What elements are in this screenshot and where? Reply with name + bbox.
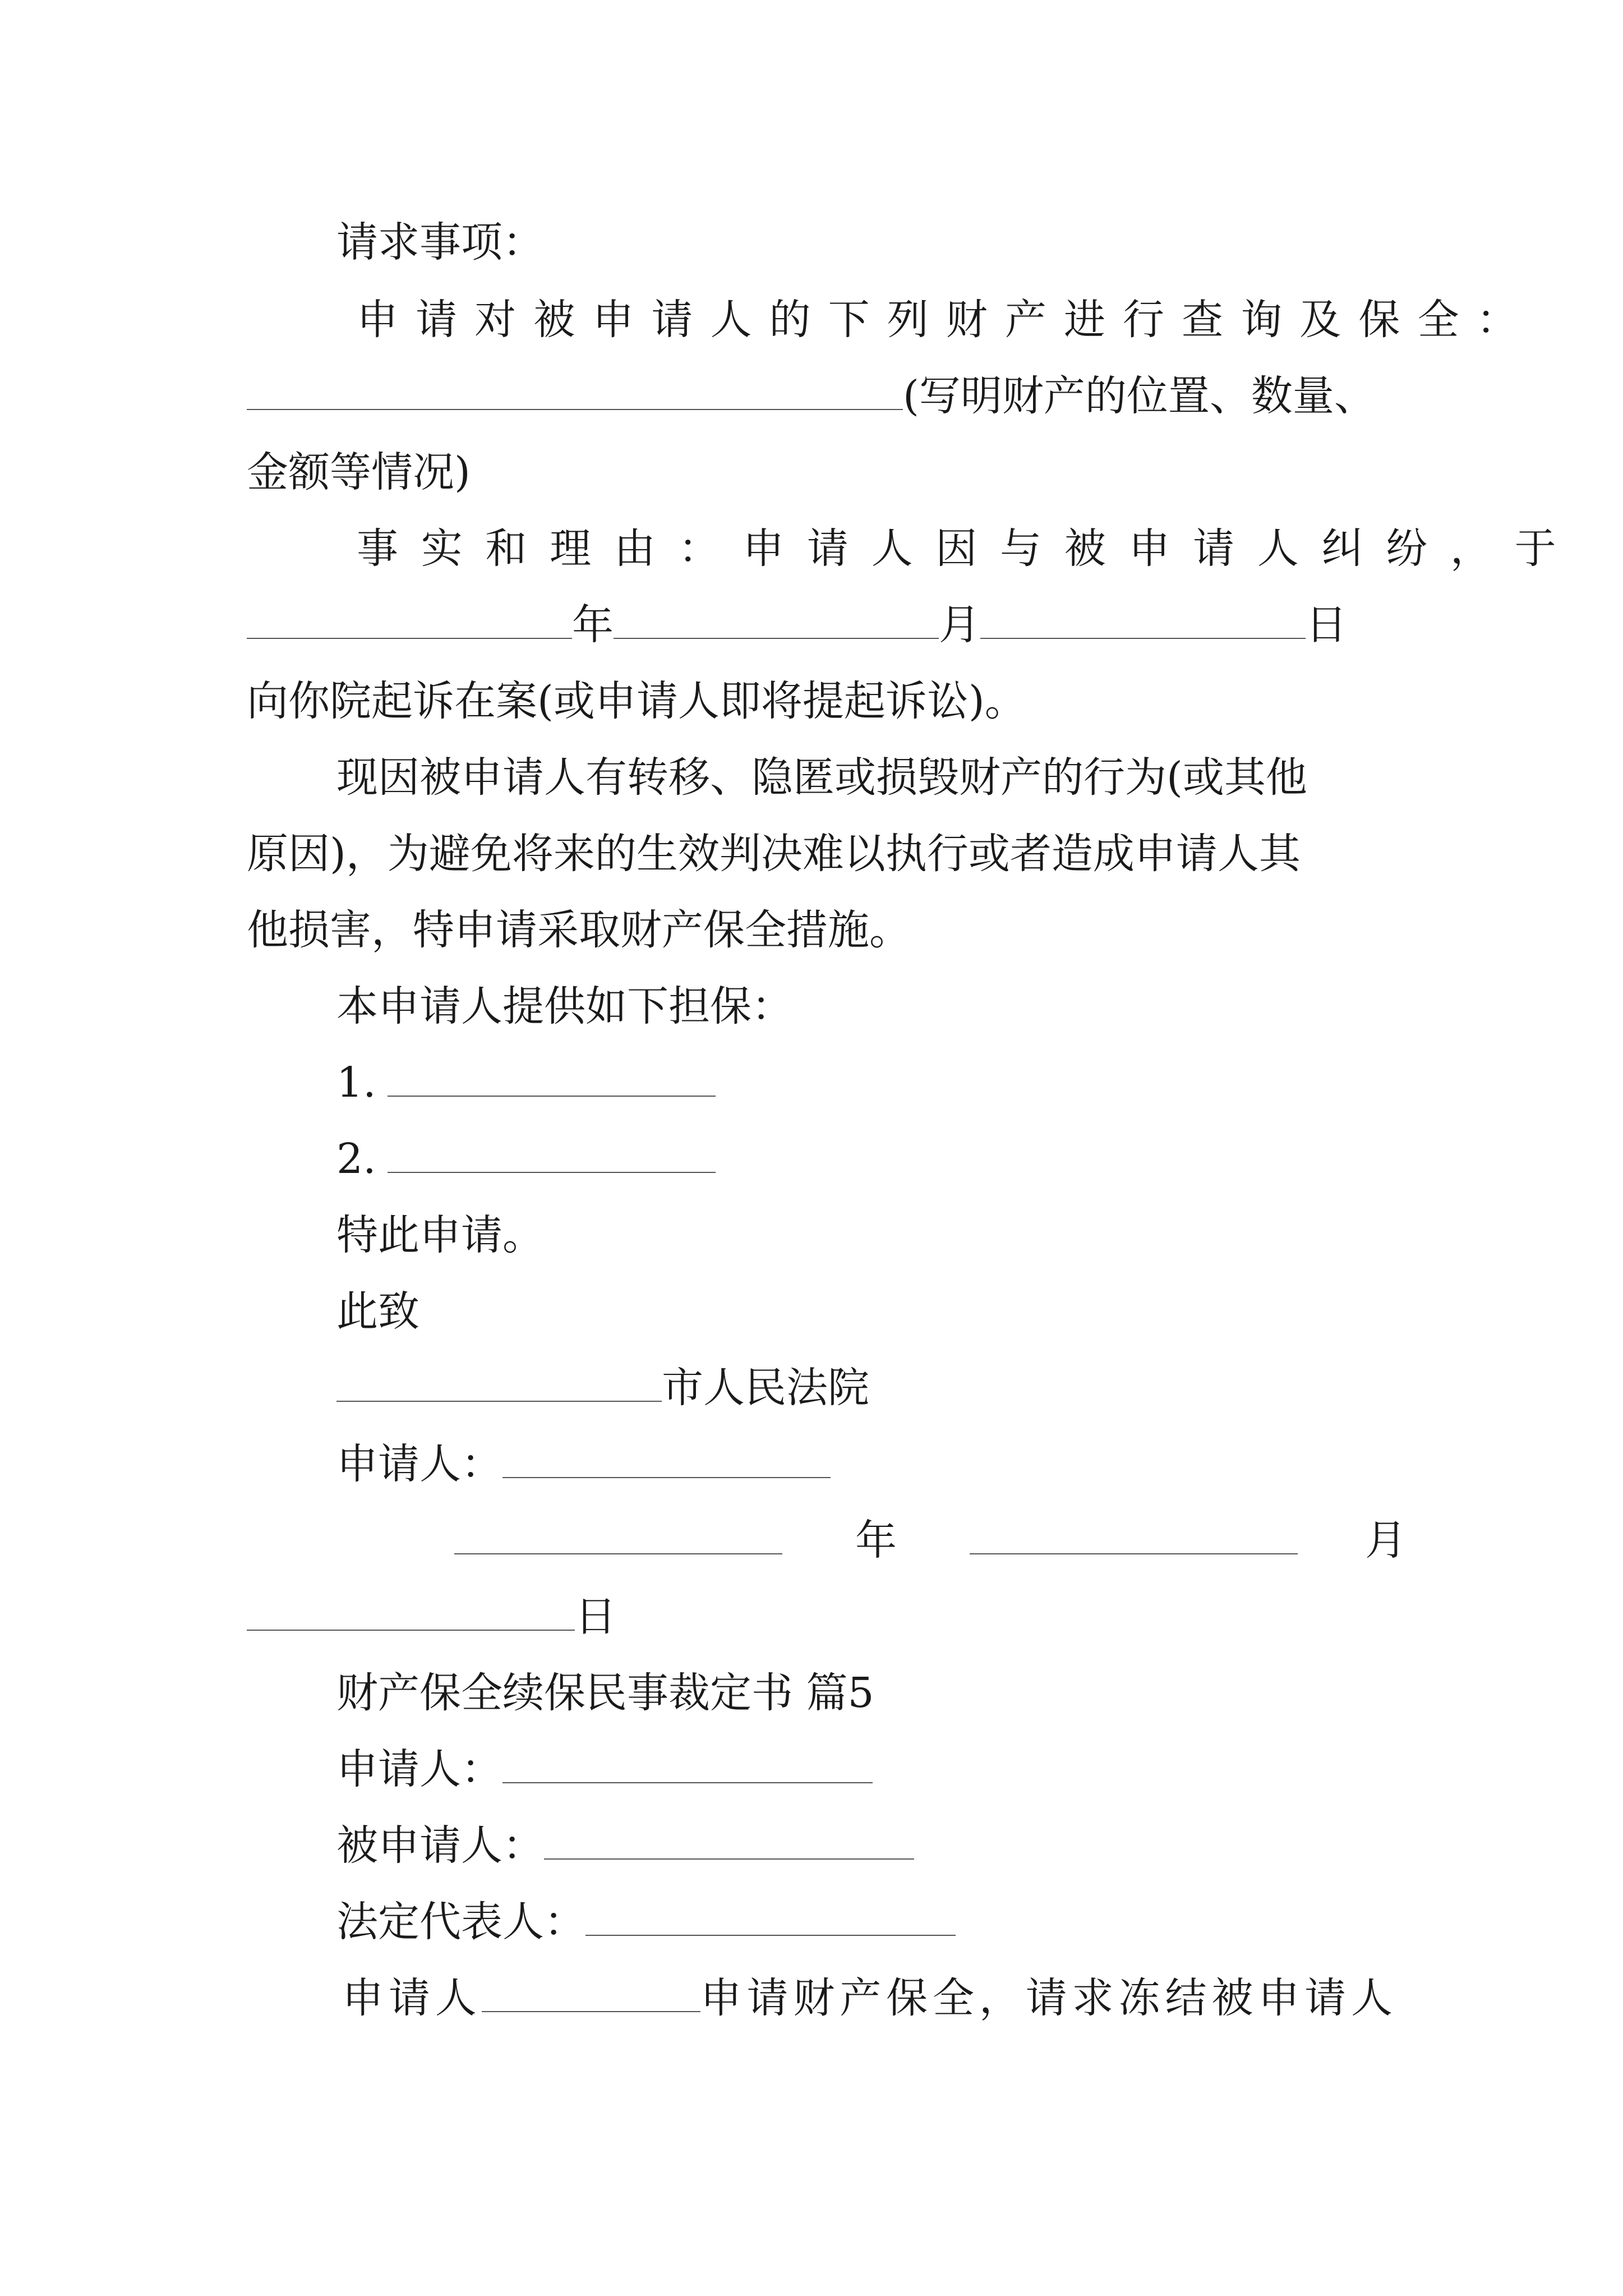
- section-5-title: 财产保全续保民事裁定书 篇5: [336, 1669, 874, 1717]
- guarantee-item-1: [336, 1055, 716, 1111]
- s5-respondent-blank[interactable]: [544, 1818, 914, 1860]
- day-label: 日: [1306, 601, 1347, 649]
- s5-body-prefix: 申请人: [342, 1974, 482, 2022]
- facts-line: 事实和理由：申请人因与被申请人纠纷，于: [357, 524, 1579, 573]
- facts-line-3: 向你院起诉在案(或申请人即将提起诉讼)。: [247, 677, 1026, 725]
- s5-applicant-label: 申请人：: [336, 1745, 502, 1793]
- court-name: 市人民法院: [662, 1364, 869, 1412]
- day-blank[interactable]: [980, 597, 1306, 639]
- facts-date-line: [247, 597, 1347, 653]
- salutation: 此致: [336, 1287, 419, 1336]
- request-items-heading: 请求事项：: [336, 218, 544, 266]
- s5-respondent-label: 被申请人：: [336, 1821, 544, 1870]
- s5-applicant-blank[interactable]: [502, 1742, 873, 1783]
- applicant-label: 申请人：: [336, 1440, 502, 1488]
- s5-legal-rep-blank[interactable]: [585, 1894, 956, 1936]
- sign-date-line: [454, 1512, 1407, 1568]
- sign-day-line: [247, 1589, 616, 1645]
- s5-body-line: [342, 1970, 1398, 2026]
- property-line: [247, 368, 1376, 424]
- s5-applicant-line: [336, 1741, 873, 1797]
- guarantee-item-1-blank[interactable]: [388, 1055, 716, 1097]
- reason-line-3: 他损害，特申请采取财产保全措施。: [247, 906, 911, 954]
- property-note: (写明财产的位置、数量、: [903, 372, 1376, 420]
- closing: 特此申请。: [336, 1211, 544, 1259]
- s5-respondent-line: [336, 1818, 914, 1874]
- request-line: 申请对被申请人的下列财产进行查询及保全：: [357, 296, 1536, 344]
- property-note-cont: 金额等情况): [247, 448, 471, 496]
- guarantee-item-1-number: 1.: [336, 1059, 376, 1107]
- month-label: 月: [939, 601, 980, 649]
- sign-year-label: 年: [855, 1516, 897, 1565]
- guarantee-heading: 本申请人提供如下担保：: [336, 982, 793, 1030]
- sign-day-label: 日: [575, 1593, 616, 1641]
- sign-month-blank[interactable]: [970, 1513, 1298, 1554]
- s5-body-suffix: 申请财产保全，请求冻结被申请人: [700, 1974, 1398, 2022]
- reason-line-2: 原因)，为避免将来的生效判决难以执行或者造成申请人其: [247, 830, 1301, 878]
- s5-legal-rep-line: [336, 1894, 956, 1950]
- guarantee-item-2-number: 2.: [336, 1135, 376, 1183]
- court-city-blank[interactable]: [336, 1360, 662, 1402]
- month-blank[interactable]: [614, 597, 939, 639]
- s5-applicant-name-blank[interactable]: [482, 1971, 700, 2012]
- applicant-line: [336, 1436, 831, 1492]
- sign-year-blank[interactable]: [454, 1513, 782, 1554]
- property-blank[interactable]: [247, 369, 903, 410]
- guarantee-item-2: [336, 1131, 716, 1187]
- sign-day-blank[interactable]: [247, 1589, 575, 1631]
- year-blank[interactable]: [247, 597, 572, 639]
- court-line: [336, 1360, 869, 1416]
- s5-legal-rep-label: 法定代表人：: [336, 1898, 585, 1946]
- reason-line-1: 现因被申请人有转移、隐匿或损毁财产的行为(或其他: [336, 753, 1307, 802]
- sign-month-label: 月: [1365, 1516, 1407, 1565]
- guarantee-item-2-blank[interactable]: [388, 1131, 716, 1173]
- applicant-blank[interactable]: [502, 1437, 831, 1478]
- year-label: 年: [572, 601, 614, 649]
